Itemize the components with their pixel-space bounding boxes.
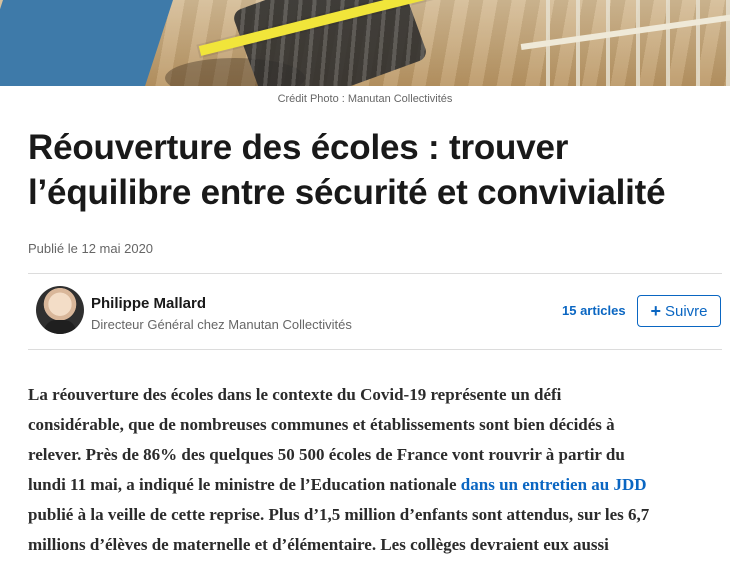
author-name[interactable]: Philippe Mallard xyxy=(91,295,207,312)
body-line: La réouverture des écoles dans le contexte du Covid-19 représente un défi xyxy=(28,385,562,404)
articles-count-link[interactable]: 15 articles xyxy=(562,303,626,318)
follow-label: Suivre xyxy=(664,302,708,320)
body-text-fragment: lundi 11 mai, a indiqué le ministre de l’Education nationale xyxy=(28,475,461,494)
avatar[interactable] xyxy=(36,286,84,334)
hero-photo xyxy=(0,0,730,86)
body-line: millions d’élèves de maternelle et d’élémentaire. Les collèges devraient eux aussi xyxy=(28,535,609,554)
author-role: Directeur Général chez Manutan Collectivités xyxy=(91,317,352,332)
body-line: considérable, que de nombreuses communes et établissements sont bien décidés à xyxy=(28,415,615,434)
avatar-shirt xyxy=(44,320,76,334)
divider xyxy=(28,273,722,274)
jdd-interview-link[interactable]: dans un entretien au JDD xyxy=(460,475,647,494)
plus-icon: + xyxy=(650,301,661,321)
divider xyxy=(28,349,722,350)
article-body xyxy=(28,380,718,560)
body-line: relever. Près de 86% des quelques 50 500 écoles de France vont rouvrir à partir du xyxy=(28,445,625,464)
follow-button[interactable] xyxy=(637,295,721,327)
body-line: publié à la veille de cette reprise. Plus d’1,5 million d’enfants sont attendus, sur les 6,7 xyxy=(28,505,650,524)
article-title: Réouverture des écoles : trouver l’équilibre entre sécurité et convivialité xyxy=(28,128,666,212)
published-date: Publié le 12 mai 2020 xyxy=(28,241,154,256)
body-line xyxy=(28,470,718,500)
photo-credit: Crédit Photo : Manutan Collectivités xyxy=(277,93,453,105)
